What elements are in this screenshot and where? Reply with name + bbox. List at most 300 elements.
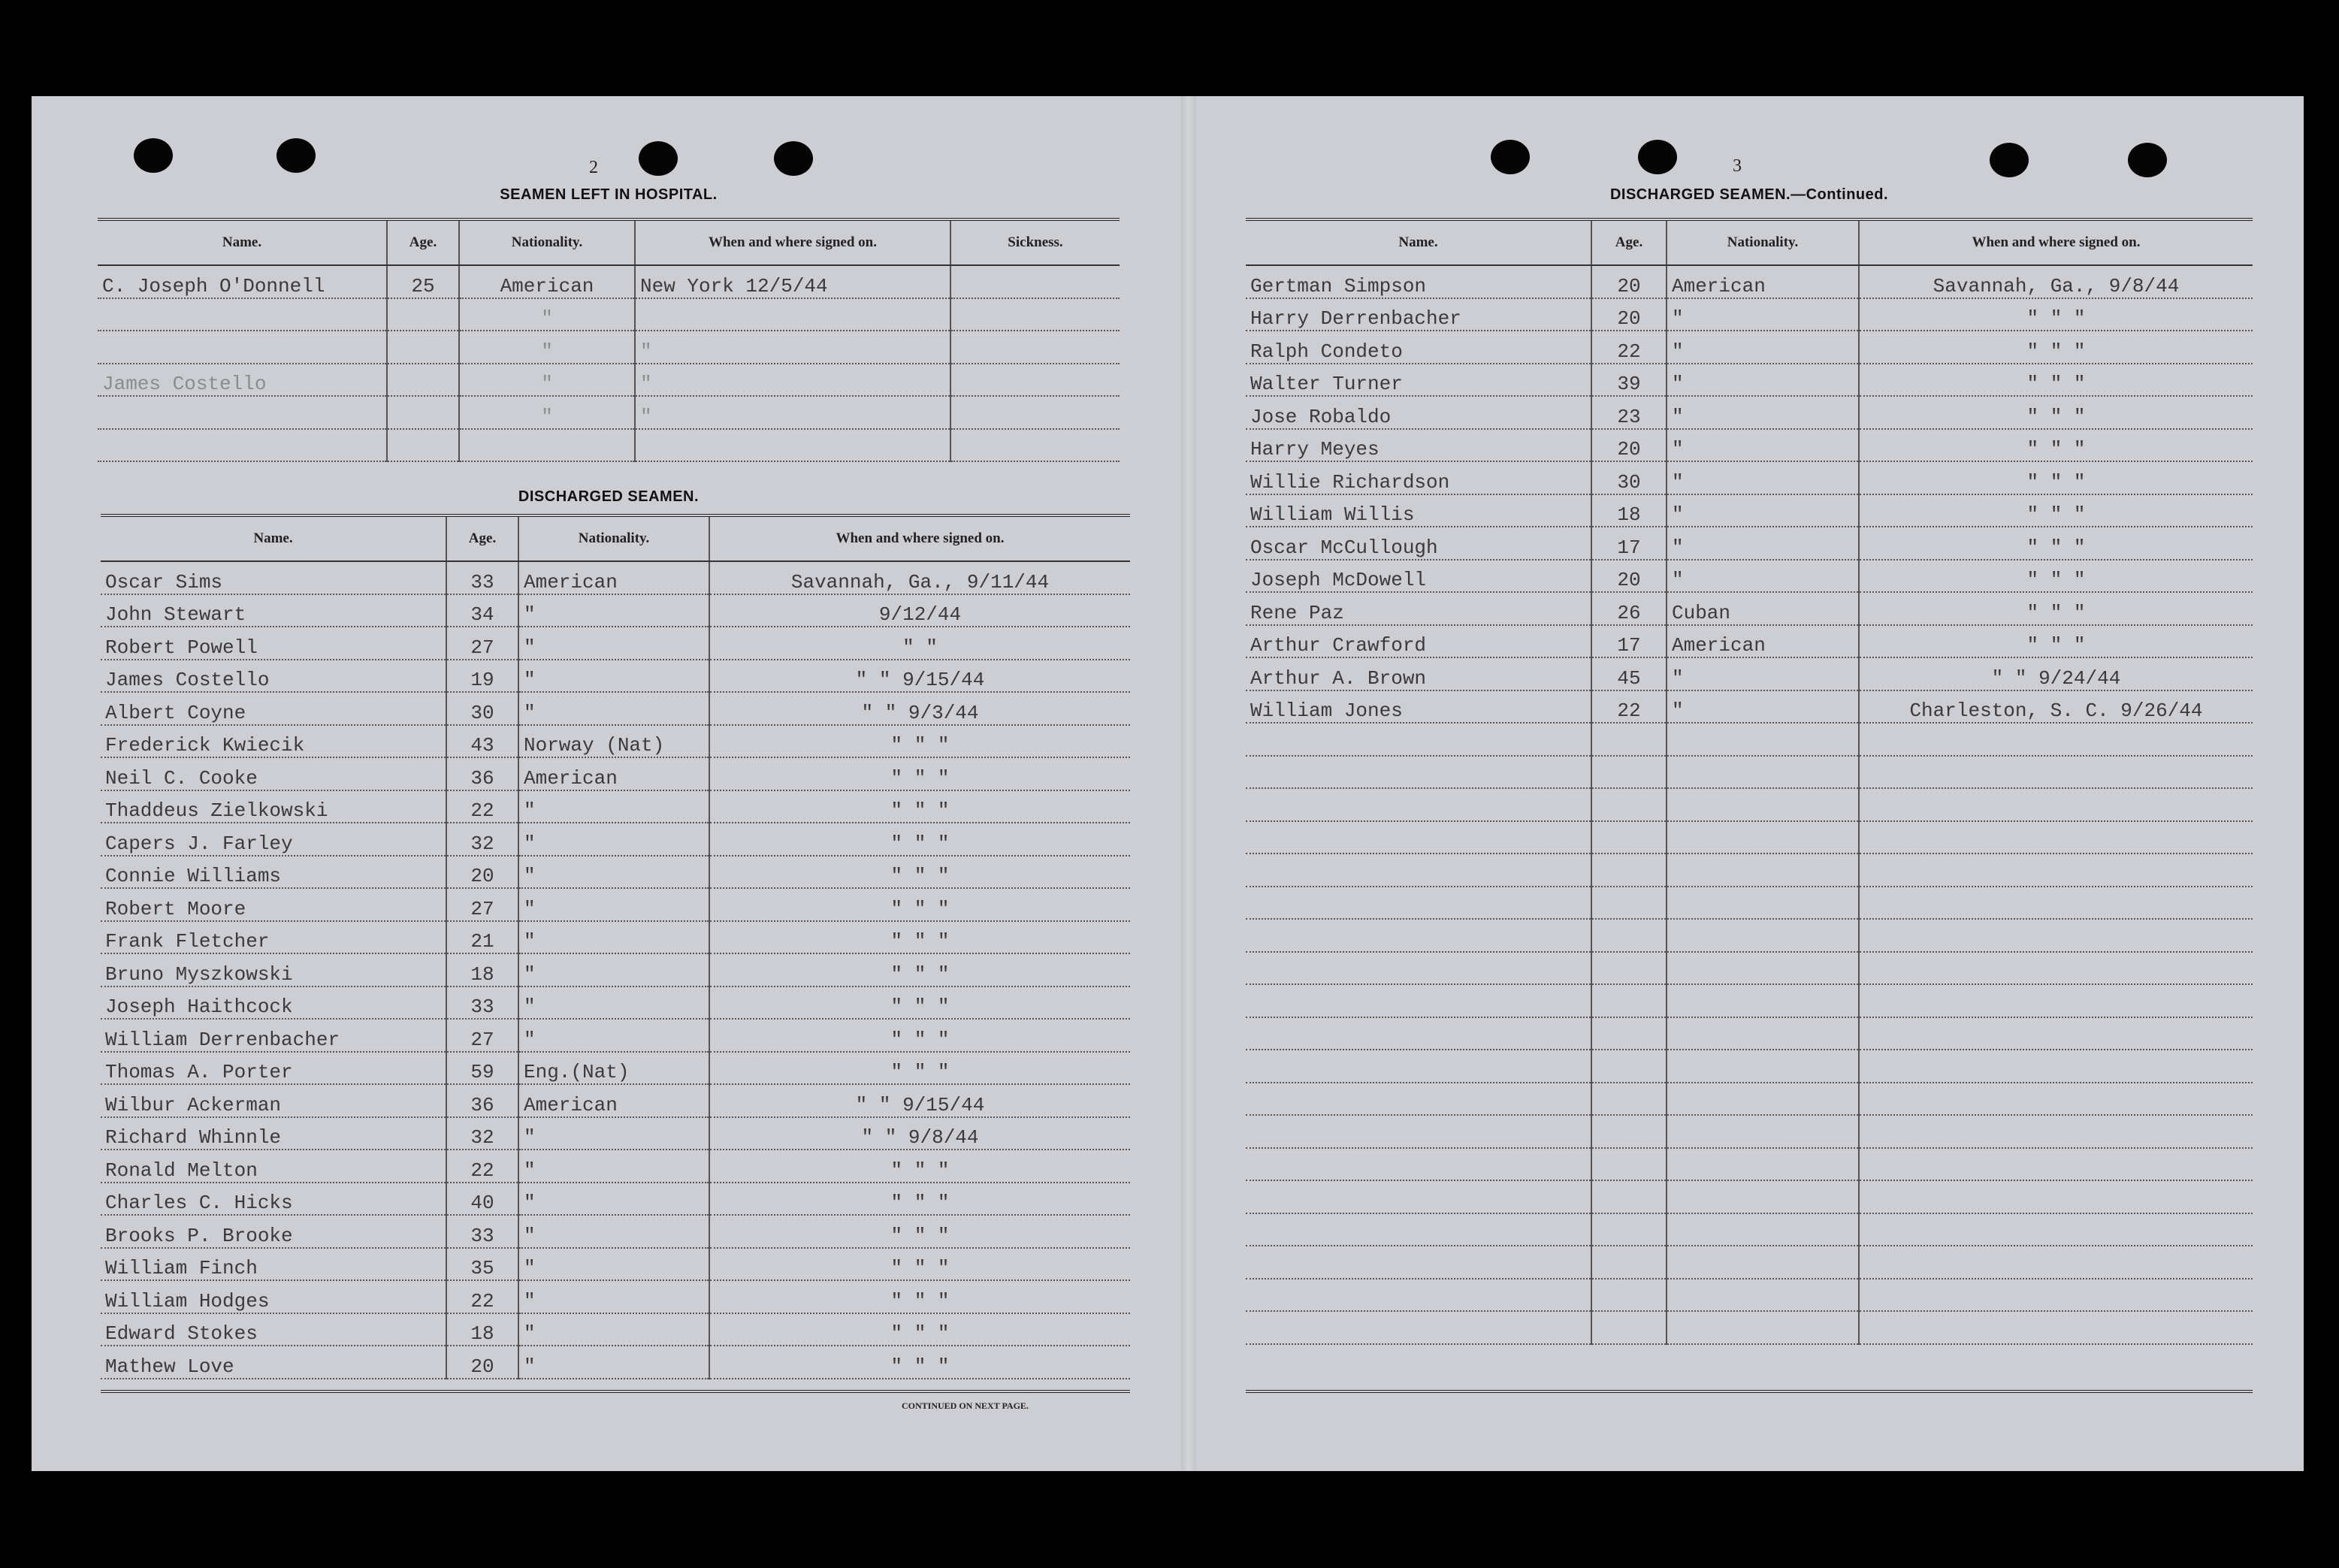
- table-cell: " " ": [709, 1150, 1130, 1183]
- table-cell: " " ": [1859, 592, 2253, 625]
- table-row: [101, 1248, 1130, 1281]
- table-cell: Arthur A. Brown: [1246, 657, 1591, 690]
- table-cell: " " ": [709, 1052, 1130, 1085]
- table-cell: Eng.(Nat): [518, 1052, 709, 1085]
- table-cell: Charles C. Hicks: [101, 1183, 446, 1216]
- table-cell: Ronald Melton: [101, 1150, 446, 1183]
- table-cell: [1246, 788, 1591, 821]
- column-header: When and where signed on.: [709, 515, 1130, 561]
- table-cell: [98, 396, 387, 429]
- table-cell: ": [518, 1346, 709, 1379]
- table-cell: 20: [1591, 298, 1667, 331]
- table-cell: [1859, 1017, 2253, 1050]
- table-cell: 27: [446, 627, 518, 660]
- table-row: [1246, 494, 2253, 527]
- table-cell: 20: [1591, 560, 1667, 593]
- table-cell: Savannah, Ga., 9/8/44: [1859, 265, 2253, 298]
- table-cell: 22: [1591, 331, 1667, 364]
- table-row: [1246, 527, 2253, 560]
- table-cell: 30: [446, 692, 518, 725]
- table-cell: [1246, 952, 1591, 985]
- discharged-continued-heading: DISCHARGED SEAMEN.—Continued.: [1609, 186, 1889, 203]
- table-cell: [635, 298, 950, 331]
- table-cell: 43: [446, 725, 518, 758]
- table-cell: [1667, 1180, 1859, 1213]
- table-cell: " " ": [709, 986, 1130, 1020]
- table-cell: [1591, 919, 1667, 952]
- table-cell: 33: [446, 986, 518, 1020]
- table-cell: Harry Meyes: [1246, 429, 1591, 462]
- table-cell: ": [518, 856, 709, 889]
- table-cell: [1667, 1083, 1859, 1116]
- table-cell: [1246, 853, 1591, 887]
- table-cell: Norway (Nat): [518, 725, 709, 758]
- table-cell: " " ": [1859, 364, 2253, 397]
- table-cell: [387, 364, 459, 397]
- bottom-rule-left: [101, 1390, 1130, 1393]
- table-cell: " " ": [1859, 331, 2253, 364]
- table-cell: Mathew Love: [101, 1346, 446, 1379]
- table-cell: William Finch: [101, 1248, 446, 1281]
- discharged-continued-table: [1246, 218, 2253, 1345]
- table-cell: ": [1667, 690, 1859, 724]
- table-cell: [1591, 1083, 1667, 1116]
- table-cell: ": [1667, 560, 1859, 593]
- table-cell: Capers J. Farley: [101, 823, 446, 856]
- table-cell: 20: [1591, 429, 1667, 462]
- table-cell: Walter Turner: [1246, 364, 1591, 397]
- table-cell: ": [518, 1117, 709, 1150]
- table-cell: James Costello: [101, 660, 446, 693]
- table-cell: Jose Robaldo: [1246, 396, 1591, 429]
- table-cell: [1667, 887, 1859, 920]
- table-cell: " " 9/15/44: [709, 1084, 1130, 1117]
- table-cell: [1667, 1213, 1859, 1246]
- table-cell: [1246, 1148, 1591, 1181]
- table-cell: Albert Coyne: [101, 692, 446, 725]
- table-cell: [1591, 788, 1667, 821]
- table-row: [1246, 952, 2253, 985]
- table-cell: [1859, 887, 2253, 920]
- table-row: [101, 627, 1130, 660]
- table-row: [101, 823, 1130, 856]
- table-cell: " " 9/3/44: [709, 692, 1130, 725]
- table-cell: [1246, 1180, 1591, 1213]
- table-cell: [1859, 984, 2253, 1017]
- table-cell: [1591, 821, 1667, 854]
- table-row: [1246, 723, 2253, 756]
- table-cell: [950, 265, 1120, 298]
- table-cell: ": [518, 1280, 709, 1313]
- table-cell: [1246, 1083, 1591, 1116]
- table-cell: ": [518, 692, 709, 725]
- table-cell: [387, 331, 459, 364]
- table-cell: [1667, 853, 1859, 887]
- table-cell: " " ": [709, 921, 1130, 954]
- table-cell: ": [518, 1019, 709, 1052]
- table-cell: " " ": [1859, 494, 2253, 527]
- table-row: [1246, 1279, 2253, 1312]
- table-cell: [1246, 887, 1591, 920]
- table-row: [1246, 1083, 2253, 1116]
- table-cell: [1859, 1115, 2253, 1148]
- punch-hole: [277, 138, 316, 173]
- table-cell: American: [518, 1084, 709, 1117]
- punch-hole: [134, 138, 173, 173]
- table-cell: " " ": [709, 953, 1130, 986]
- punch-hole: [2128, 143, 2167, 177]
- table-cell: American: [518, 561, 709, 594]
- table-cell: [1591, 1180, 1667, 1213]
- table-row: [101, 1280, 1130, 1313]
- table-cell: 17: [1591, 625, 1667, 658]
- table-cell: [387, 298, 459, 331]
- table-cell: [950, 298, 1120, 331]
- table-cell: [1667, 788, 1859, 821]
- table-row: [1246, 788, 2253, 821]
- table-cell: 21: [446, 921, 518, 954]
- table-cell: 19: [446, 660, 518, 693]
- table-cell: 36: [446, 1084, 518, 1117]
- table-cell: [635, 429, 950, 462]
- table-cell: [950, 331, 1120, 364]
- discharged-table: [101, 514, 1130, 1379]
- table-cell: ": [518, 823, 709, 856]
- table-row: [1246, 560, 2253, 593]
- table-cell: [1859, 756, 2253, 789]
- punch-hole: [774, 141, 813, 176]
- table-cell: [1246, 919, 1591, 952]
- table-row: [1246, 331, 2253, 364]
- table-cell: [387, 429, 459, 462]
- table-cell: ": [1667, 364, 1859, 397]
- table-cell: [1591, 723, 1667, 756]
- table-row: [101, 594, 1130, 627]
- table-row: [101, 921, 1130, 954]
- table-cell: ": [518, 1313, 709, 1346]
- table-row: [101, 1117, 1130, 1150]
- table-row: [1246, 592, 2253, 625]
- table-row: [1246, 1148, 2253, 1181]
- table-row: [98, 429, 1120, 462]
- table-cell: " " ": [1859, 298, 2253, 331]
- table-cell: [1591, 1246, 1667, 1279]
- table-cell: ": [1667, 396, 1859, 429]
- table-cell: [1859, 1148, 2253, 1181]
- table-row: [101, 1084, 1130, 1117]
- table-cell: " " ": [709, 823, 1130, 856]
- table-cell: " " ": [1859, 396, 2253, 429]
- table-row: [98, 298, 1120, 331]
- table-cell: 22: [446, 1280, 518, 1313]
- table-cell: [1591, 1311, 1667, 1344]
- column-header: Name.: [101, 515, 446, 561]
- table-cell: ": [1667, 657, 1859, 690]
- table-row: [1246, 919, 2253, 952]
- table-cell: [1859, 853, 2253, 887]
- column-header: Nationality.: [459, 219, 635, 265]
- table-cell: [950, 364, 1120, 397]
- table-cell: [1246, 723, 1591, 756]
- table-cell: Frank Fletcher: [101, 921, 446, 954]
- table-cell: [1667, 1148, 1859, 1181]
- table-cell: [1859, 788, 2253, 821]
- table-cell: " " 9/8/44: [709, 1117, 1130, 1150]
- table-cell: " " ": [709, 1183, 1130, 1216]
- table-cell: 22: [446, 1150, 518, 1183]
- table-row: [101, 888, 1130, 921]
- table-cell: [1667, 919, 1859, 952]
- page-number-right: 3: [1733, 156, 1742, 176]
- table-cell: 17: [1591, 527, 1667, 560]
- column-header: When and where signed on.: [635, 219, 950, 265]
- table-row: [1246, 984, 2253, 1017]
- column-header: Nationality.: [518, 515, 709, 561]
- table-cell: 18: [446, 1313, 518, 1346]
- table-cell: 32: [446, 823, 518, 856]
- table-cell: 34: [446, 594, 518, 627]
- table-row: [101, 790, 1130, 823]
- table-cell: [1246, 1115, 1591, 1148]
- table-row: [101, 1183, 1130, 1216]
- table-cell: [1591, 1213, 1667, 1246]
- table-cell: [1591, 1050, 1667, 1083]
- table-row: [101, 1052, 1130, 1085]
- table-cell: William Willis: [1246, 494, 1591, 527]
- table-row: [1246, 1180, 2253, 1213]
- table-row: [1246, 657, 2253, 690]
- table-row: [101, 986, 1130, 1020]
- bottom-rule-right: [1246, 1390, 2253, 1393]
- table-cell: [950, 429, 1120, 462]
- table-cell: [1859, 1213, 2253, 1246]
- table-cell: " ": [709, 627, 1130, 660]
- table-cell: ": [459, 331, 635, 364]
- table-cell: [1246, 1279, 1591, 1312]
- table-row: [1246, 625, 2253, 658]
- table-row: [1246, 364, 2253, 397]
- table-cell: Robert Moore: [101, 888, 446, 921]
- table-cell: [1246, 1017, 1591, 1050]
- table-cell: [1591, 1279, 1667, 1312]
- table-cell: [1246, 756, 1591, 789]
- table-cell: American: [1667, 625, 1859, 658]
- table-row: [101, 1215, 1130, 1248]
- table-cell: Willie Richardson: [1246, 461, 1591, 494]
- table-cell: [1591, 1017, 1667, 1050]
- table-row: [98, 265, 1120, 298]
- table-cell: [98, 298, 387, 331]
- page-number-left: 2: [589, 158, 598, 177]
- column-header: Age.: [446, 515, 518, 561]
- table-cell: 30: [1591, 461, 1667, 494]
- manifest-sheet: [32, 96, 2304, 1471]
- table-row: [1246, 690, 2253, 724]
- punch-hole: [639, 141, 678, 176]
- table-cell: [1859, 1050, 2253, 1083]
- table-cell: ": [518, 921, 709, 954]
- table-cell: ": [518, 594, 709, 627]
- hospital-heading: SEAMEN LEFT IN HOSPITAL.: [500, 186, 718, 203]
- table-cell: [1667, 756, 1859, 789]
- table-cell: 18: [446, 953, 518, 986]
- table-row: [101, 953, 1130, 986]
- table-cell: [1667, 1017, 1859, 1050]
- table-cell: American: [459, 265, 635, 298]
- table-cell: [1246, 1050, 1591, 1083]
- table-row: [101, 660, 1130, 693]
- table-cell: ": [518, 660, 709, 693]
- table-cell: ": [1667, 527, 1859, 560]
- table-cell: ": [1667, 331, 1859, 364]
- table-cell: 26: [1591, 592, 1667, 625]
- table-row: [1246, 1115, 2253, 1148]
- table-cell: ": [518, 627, 709, 660]
- table-row: [101, 856, 1130, 889]
- table-cell: 33: [446, 561, 518, 594]
- table-cell: [1246, 1311, 1591, 1344]
- discharged-heading: DISCHARGED SEAMEN.: [518, 488, 700, 505]
- table-cell: C. Joseph O'Donnell: [98, 265, 387, 298]
- table-cell: " " 9/15/44: [709, 660, 1130, 693]
- column-header: When and where signed on.: [1859, 219, 2253, 265]
- table-cell: " " ": [709, 888, 1130, 921]
- table-cell: [1859, 919, 2253, 952]
- table-cell: ": [518, 888, 709, 921]
- table-cell: 27: [446, 1019, 518, 1052]
- table-cell: 25: [387, 265, 459, 298]
- punch-hole: [1990, 143, 2029, 177]
- table-cell: " " ": [709, 1280, 1130, 1313]
- table-cell: " " ": [709, 1019, 1130, 1052]
- table-cell: [1667, 1311, 1859, 1344]
- table-cell: [1667, 1050, 1859, 1083]
- table-row: [101, 1346, 1130, 1379]
- table-cell: " " 9/24/44: [1859, 657, 2253, 690]
- table-cell: 20: [1591, 265, 1667, 298]
- table-cell: Frederick Kwiecik: [101, 725, 446, 758]
- table-cell: [387, 396, 459, 429]
- table-cell: [1667, 1115, 1859, 1148]
- table-row: [1246, 756, 2253, 789]
- table-cell: Rene Paz: [1246, 592, 1591, 625]
- table-cell: Oscar McCullough: [1246, 527, 1591, 560]
- table-cell: 59: [446, 1052, 518, 1085]
- table-cell: ": [518, 986, 709, 1020]
- table-row: [101, 692, 1130, 725]
- table-cell: 40: [446, 1183, 518, 1216]
- table-cell: Bruno Myszkowski: [101, 953, 446, 986]
- table-cell: 9/12/44: [709, 594, 1130, 627]
- table-cell: Joseph McDowell: [1246, 560, 1591, 593]
- table-cell: Robert Powell: [101, 627, 446, 660]
- page-fold: [1181, 96, 1196, 1471]
- table-cell: ": [1667, 429, 1859, 462]
- table-cell: " " ": [1859, 461, 2253, 494]
- table-cell: [1859, 821, 2253, 854]
- table-cell: ": [518, 790, 709, 823]
- table-cell: ": [635, 396, 950, 429]
- table-cell: [1246, 1246, 1591, 1279]
- table-cell: American: [1667, 265, 1859, 298]
- table-row: [1246, 1017, 2253, 1050]
- table-cell: ": [518, 1215, 709, 1248]
- table-cell: [1859, 1311, 2253, 1344]
- table-cell: [1859, 1083, 2253, 1116]
- table-cell: 23: [1591, 396, 1667, 429]
- table-cell: 20: [446, 1346, 518, 1379]
- table-cell: 45: [1591, 657, 1667, 690]
- table-cell: James Costello: [98, 364, 387, 397]
- table-cell: [1859, 723, 2253, 756]
- table-cell: Thaddeus Zielkowski: [101, 790, 446, 823]
- table-cell: ": [518, 953, 709, 986]
- table-cell: ": [1667, 298, 1859, 331]
- table-cell: William Derrenbacher: [101, 1019, 446, 1052]
- column-header: Name.: [98, 219, 387, 265]
- table-cell: " " ": [709, 725, 1130, 758]
- punch-hole: [1491, 140, 1530, 174]
- table-row: [98, 396, 1120, 429]
- table-cell: " " ": [1859, 560, 2253, 593]
- table-row: [1246, 265, 2253, 298]
- table-row: [101, 757, 1130, 790]
- table-cell: 39: [1591, 364, 1667, 397]
- table-cell: " " ": [709, 1313, 1130, 1346]
- table-cell: Gertman Simpson: [1246, 265, 1591, 298]
- table-cell: [1591, 1148, 1667, 1181]
- table-row: [1246, 887, 2253, 920]
- table-cell: " " ": [709, 1215, 1130, 1248]
- table-cell: [1667, 821, 1859, 854]
- table-cell: Connie Williams: [101, 856, 446, 889]
- table-row: [1246, 396, 2253, 429]
- table-cell: [1591, 853, 1667, 887]
- table-cell: [1591, 887, 1667, 920]
- table-cell: ": [518, 1183, 709, 1216]
- punch-hole: [1638, 140, 1677, 174]
- table-cell: Edward Stokes: [101, 1313, 446, 1346]
- table-cell: Cuban: [1667, 592, 1859, 625]
- table-cell: [1246, 1213, 1591, 1246]
- table-cell: 20: [446, 856, 518, 889]
- table-cell: [98, 331, 387, 364]
- table-row: [1246, 461, 2253, 494]
- table-cell: ": [459, 396, 635, 429]
- table-cell: [1859, 1279, 2253, 1312]
- hospital-table: [98, 218, 1120, 462]
- table-cell: [1591, 756, 1667, 789]
- table-row: [1246, 298, 2253, 331]
- table-row: [1246, 1050, 2253, 1083]
- table-cell: ": [518, 1248, 709, 1281]
- table-cell: " " ": [1859, 527, 2253, 560]
- table-cell: [1667, 1279, 1859, 1312]
- table-cell: ": [635, 331, 950, 364]
- table-cell: [1667, 723, 1859, 756]
- table-cell: ": [459, 298, 635, 331]
- table-row: [98, 331, 1120, 364]
- table-cell: Arthur Crawford: [1246, 625, 1591, 658]
- table-cell: Neil C. Cooke: [101, 757, 446, 790]
- table-cell: Wilbur Ackerman: [101, 1084, 446, 1117]
- table-cell: Brooks P. Brooke: [101, 1215, 446, 1248]
- table-cell: ": [1667, 461, 1859, 494]
- continued-note: CONTINUED ON NEXT PAGE.: [902, 1400, 1029, 1411]
- column-header: Age.: [387, 219, 459, 265]
- table-cell: ": [518, 1150, 709, 1183]
- table-row: [1246, 429, 2253, 462]
